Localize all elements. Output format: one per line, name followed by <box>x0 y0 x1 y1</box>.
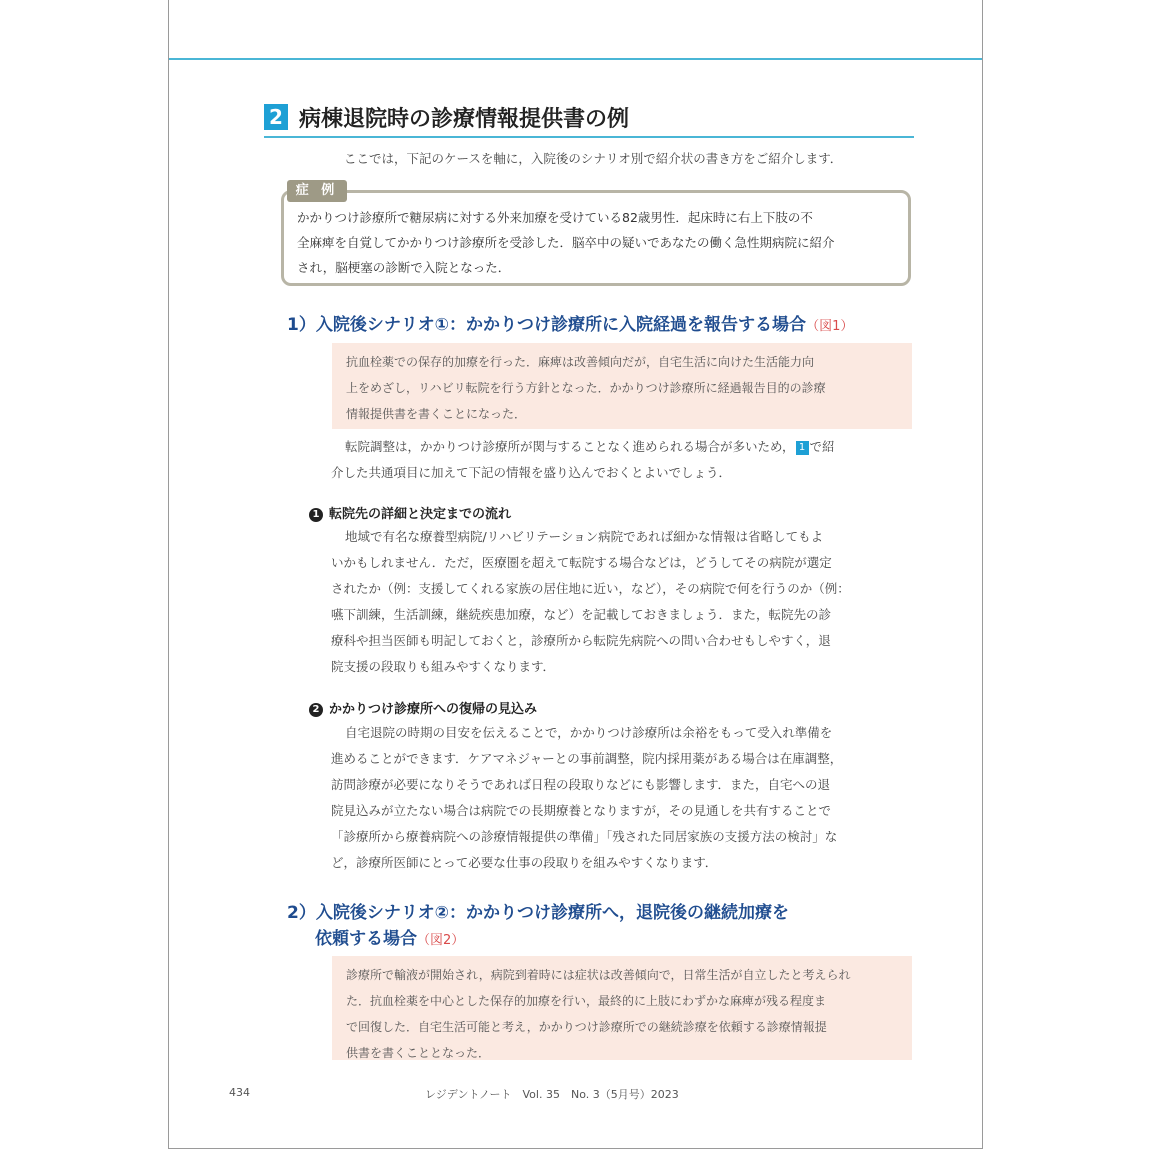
figure-2-link[interactable]: （図2） <box>417 933 465 948</box>
section-underline <box>264 136 914 138</box>
header-rule <box>169 58 982 60</box>
section-header <box>264 100 914 138</box>
summary-line: 情報提供書を書くことになった． <box>346 407 527 421</box>
body-line: 自宅退院の時期の目安を伝えることで，かかりつけ診療所は余裕をもって受入れ準備を <box>345 725 833 740</box>
scenario2-heading: 2）入院後シナリオ②：かかりつけ診療所へ，退院後の継続加療を <box>287 903 790 923</box>
point1-body <box>331 524 915 680</box>
scenario1-heading-text: 1）入院後シナリオ①：かかりつけ診療所に入院経過を報告する場合 <box>287 315 807 335</box>
case-line: かかりつけ診療所で糖尿病に対する外来加療を受けている82歳男性．起床時に右上下肢の不 <box>297 210 813 225</box>
page-number: 434 <box>229 1086 250 1099</box>
body-line: いかもしれません．ただ，医療圏を超えて転院する場合などは，どうしてその病院が選定 <box>331 555 832 570</box>
intro-text: ここでは，下記のケースを軸に，入院後のシナリオ別で紹介状の書き方をご紹介します． <box>344 151 843 166</box>
point-marker-icon: 1 <box>309 508 323 522</box>
scenario1-summary-box <box>332 343 912 429</box>
figure-1-link[interactable]: （図1） <box>806 319 854 334</box>
body-line: 進めることができます．ケアマネジャーとの事前調整，院内採用薬がある場合は在庫調整， <box>331 751 843 766</box>
body-line: 院支援の段取りも組みやすくなります． <box>331 659 556 674</box>
point-marker-icon: 2 <box>309 703 323 717</box>
journal-footer: レジデントノート Vol. 35 No. 3（5月号）2023 <box>425 1088 679 1101</box>
body-line: 療科や担当医師も明記しておくと，診療所から転院先病院への問い合わせもしやすく，退 <box>331 633 831 648</box>
summary-line: 診療所で輸液が開始され，病院到着時には症状は改善傾向で，日常生活が自立したと考えられ <box>346 968 851 982</box>
body-line: 訪問診療が必要になりそうであれば日程の段取りなどにも影響します．また，自宅への退 <box>331 777 831 792</box>
point1-heading-text: 転院先の詳細と決定までの流れ <box>329 507 512 522</box>
body-line: 介した共通項目に加えて下記の情報を盛り込んでおくとよいでしょう． <box>331 465 732 480</box>
summary-line: た．抗血栓薬を中心とした保存的加療を行い，最終的に上肢にわずかな麻痺が残る程度ま <box>346 994 827 1008</box>
page <box>168 0 983 1149</box>
point2-heading <box>309 698 537 717</box>
section-number: 2 <box>264 104 288 130</box>
case-line: 全麻痺を自覚してかかりつけ診療所を受診した．脳卒中の疑いであなたの働く急性期病院に紹介 <box>297 235 835 250</box>
figure-badge[interactable]: 1 <box>796 441 809 455</box>
point2-body <box>331 720 915 876</box>
point1-heading <box>309 503 511 522</box>
body-line: されたか（例：支援してくれる家族の居住地に近い，など），その病院で何を行うのか（例： <box>331 581 850 596</box>
scenario1-heading <box>287 310 853 335</box>
summary-line: 抗血栓薬での保存的加療を行った．麻痺は改善傾向だが，自宅生活に向けた生活能力向 <box>346 355 815 369</box>
body-line <box>331 434 915 460</box>
scenario2-heading-cont <box>315 924 464 949</box>
body-line: ど，診療所医師にとって必要な仕事の段取りを組みやすくなります． <box>331 855 718 870</box>
case-line: され，脳梗塞の診断で入院となった． <box>297 260 511 275</box>
body-line: 院見込みが立たない場合は病院での長期療養となりますが，その見通しを共有することで <box>331 803 832 818</box>
section-title: 病棟退院時の診療情報提供書の例 <box>299 107 630 132</box>
case-tag: 症 例 <box>287 180 347 202</box>
body-text: で紹 <box>809 439 835 454</box>
point2-heading-text: かかりつけ診療所への復帰の見込み <box>329 702 538 717</box>
scenario2-heading-text: 依頼する場合 <box>315 929 417 949</box>
body-line: 嚥下訓練，生活訓練，継続疾患加療，など）を記載しておきましょう．また，転院先の診 <box>331 607 832 622</box>
summary-line: 供書を書くこととなった． <box>346 1046 491 1060</box>
scenario1-body <box>331 434 915 486</box>
body-line: 「診療所から療養病院への診療情報提供の準備」「残された同居家族の支援方法の検討」な <box>331 829 838 844</box>
case-text <box>297 205 897 280</box>
scenario2-summary-box <box>332 956 912 1060</box>
body-line: 地域で有名な療養型病院/リハビリテーション病院であれば細かな情報は省略してもよ <box>345 529 824 544</box>
summary-line: 上をめざし，リハビリ転院を行う方針となった．かかりつけ診療所に経過報告目的の診療 <box>346 381 826 395</box>
summary-line: で回復した．自宅生活可能と考え，かかりつけ診療所での継続診療を依頼する診療情報提 <box>346 1020 827 1034</box>
body-text: 転院調整は，かかりつけ診療所が関与することなく進められる場合が多いため， <box>345 439 795 454</box>
